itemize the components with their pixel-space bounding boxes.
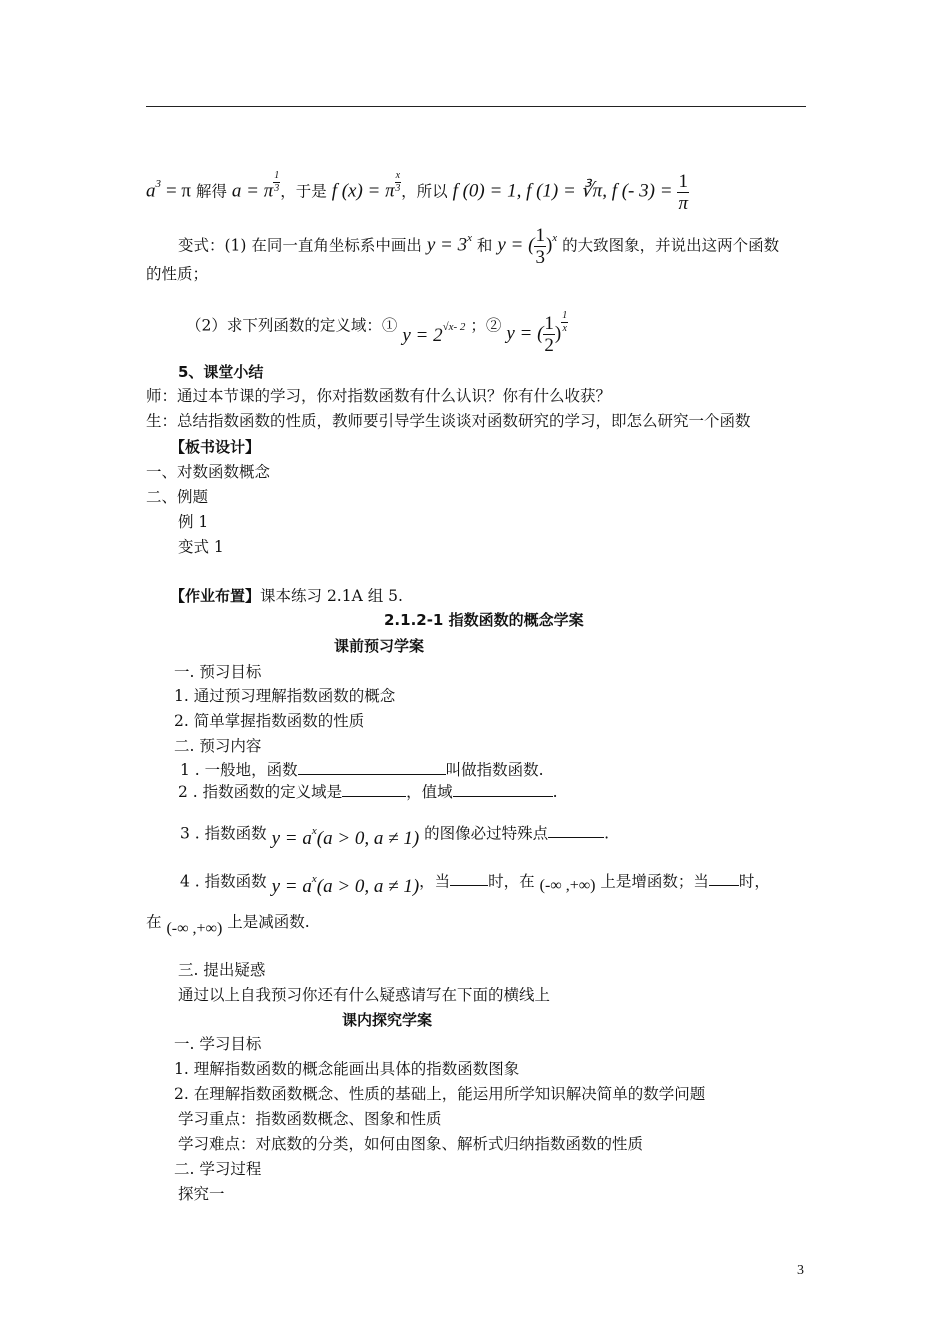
student-line: 生：总结指数函数的性质，教师要引导学生谈谈对函数研究的学习，即怎么研究一个函数 (146, 412, 751, 430)
in-goal-item: 2. 在理解指数函数概念、性质的基础上，能运用所学知识解决简单的数学问题 (174, 1085, 706, 1103)
summary-heading: 5、课堂小结 (178, 363, 264, 381)
in-heading: 课内探究学案 (342, 1011, 433, 1029)
board-item: 一、对数函数概念 (146, 463, 271, 481)
in-goal: 一. 学习目标 (174, 1035, 262, 1053)
board-item: 二、例题 (146, 488, 209, 506)
teacher-line: 师：通过本节课的学习，你对指数函数有什么认识？你有什么收获？ (146, 387, 612, 405)
explore-heading: 探究一 (178, 1185, 225, 1203)
board-heading: 【板书设计】 (170, 438, 261, 456)
page-number: 3 (797, 1263, 804, 1278)
answer-blank[interactable] (450, 871, 488, 886)
variant-line-3: （2）求下列函数的定义域：① $y = 2^{√x- 2}$ ；② y = ( $\frac{1}{2}$ ) $\frac{1}{x}$ (186, 310, 568, 356)
answer-blank[interactable] (298, 760, 446, 775)
header-rule (146, 106, 806, 107)
answer-blank[interactable] (709, 871, 739, 886)
answer-blank[interactable] (548, 823, 604, 838)
pre-content: 二. 预习内容 (174, 737, 262, 755)
study-title: 2.1.2-1 指数函数的概念学案 (384, 611, 584, 629)
solution-line: $a^3 = \pi$ 解得 a = π $\frac{1}{3}$ ，于是 f (x) = π $\frac{x}{3}$ ，所以 f (0) = 1, f (1) = ∛π, f (- 3) = $\frac{1}{\pi}$ (146, 170, 688, 214)
doubt-text: 通过以上自我预习你还有什么疑惑请写在下面的横线上 (178, 986, 551, 1004)
homework-line: 【作业布置】课本练习 2.1A 组 5. (170, 587, 403, 605)
question-1: 1 . 一般地，函数 叫做指数函数. (180, 761, 544, 779)
answer-blank[interactable] (342, 782, 406, 797)
variant-line-1: 变式：(1) 在同一直角坐标系中画出 $y = 3^x$ 和 y = ( $\frac{1}{3}$ )$^x$ 的大致图象，并说出这两个函数 (178, 225, 780, 268)
pre-goal-item: 1. 通过预习理解指数函数的概念 (174, 687, 396, 705)
question-3: 3 . 指数函数 $y = a^x(a > 0$, a ≠ 1) 的图像必过特殊点 . (180, 824, 610, 850)
question-4: 4 . 指数函数 $y = a^x(a > 0$, a ≠ 1)，当 时，在 (-∞ ,+∞) 上是增函数；当 时， (180, 872, 770, 898)
pre-goal: 一. 预习目标 (174, 663, 262, 681)
fraction-one-over-pi: $\frac{1}{\pi}$ (678, 171, 688, 214)
answer-blank[interactable] (453, 782, 553, 797)
question-4-cont: 在 (-∞ ,+∞) 上是减函数. (146, 913, 310, 937)
in-goal-item: 1. 理解指数函数的概念能画出具体的指数函数图象 (174, 1060, 520, 1078)
board-item: 变式 1 (178, 538, 224, 556)
pre-heading: 课前预习学案 (334, 637, 425, 655)
board-item: 例 1 (178, 513, 209, 531)
difficulty-points: 学习难点：对底数的分类，如何由图象、解析式归纳指数函数的性质 (178, 1135, 644, 1153)
doubt-heading: 三. 提出疑惑 (178, 961, 266, 979)
question-2: 2 . 指数函数的定义域是 ，值域 . (178, 783, 558, 801)
variant-line-2: 的性质； (146, 265, 209, 283)
process-heading: 二. 学习过程 (174, 1160, 262, 1178)
pre-goal-item: 2. 简单掌握指数函数的性质 (174, 712, 365, 730)
key-points: 学习重点：指数函数概念、图象和性质 (178, 1110, 442, 1128)
